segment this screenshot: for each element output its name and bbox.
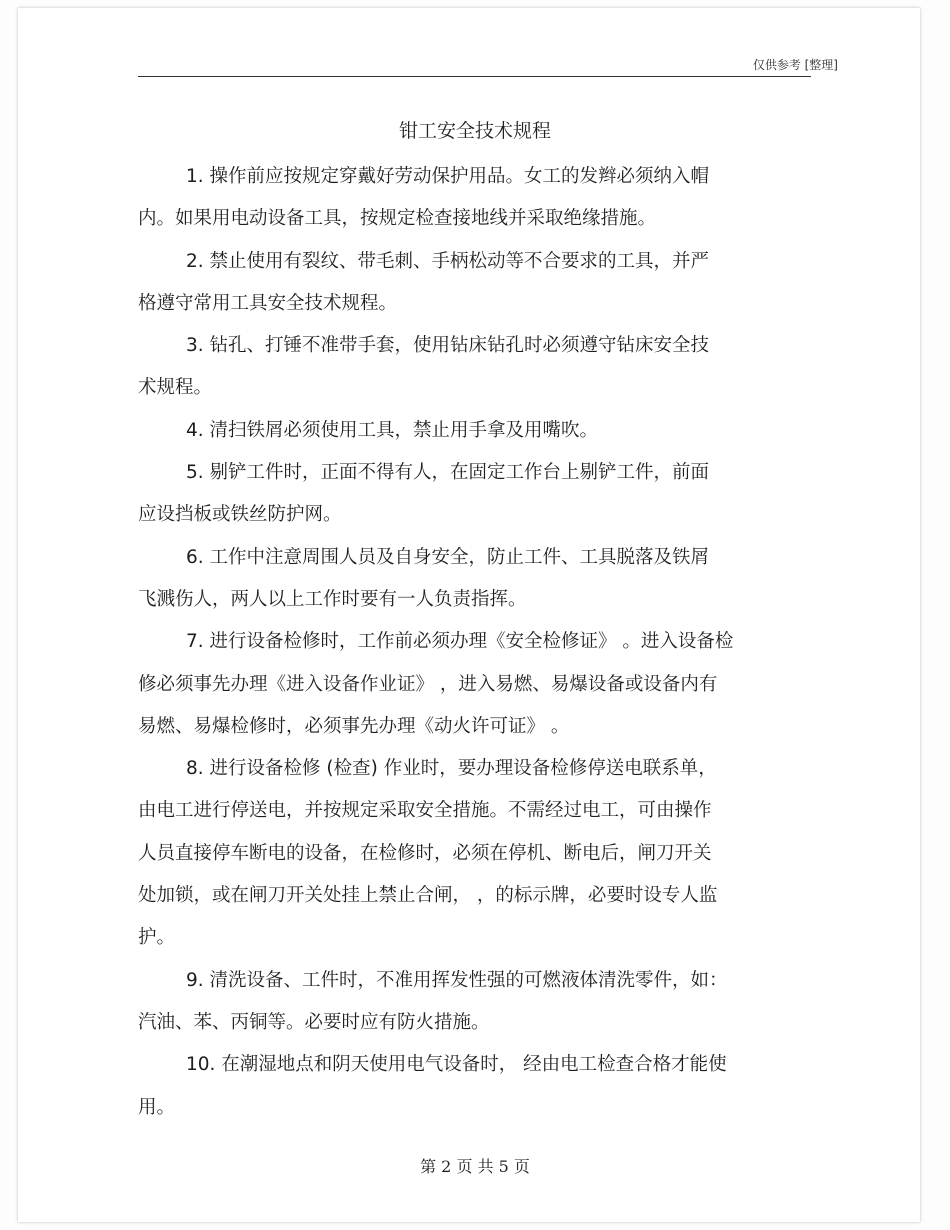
paragraph-first-line: 5. 剔铲工件时，正面不得有人，在固定工作台上剔铲工件，前面 bbox=[186, 462, 710, 484]
paragraph-line: 飞溅伤人，两人以上工作时要有一人负责指挥。 bbox=[138, 588, 527, 610]
paragraph-first-line: 10. 在潮湿地点和阴天使用电气设备时， 经由电工检查合格才能使 bbox=[186, 1054, 727, 1076]
paragraph-first-line: 2. 禁止使用有裂纹、带毛刺、手柄松动等不合要求的工具，并严 bbox=[186, 250, 710, 272]
paragraph-first-line: 3. 钻孔、打锤不准带手套，使用钻床钻孔时必须遵守钻床安全技 bbox=[186, 335, 710, 357]
paragraph-first-line: 4. 清扫铁屑必须使用工具，禁止用手拿及用嘴吹。 bbox=[186, 419, 599, 441]
paragraph-line: 应设挡板或铁丝防护网。 bbox=[138, 504, 342, 526]
paragraph-first-line: 8. 进行设备检修 (检查) 作业时，要办理设备检修停送电联系单， bbox=[186, 758, 717, 780]
paragraph-first-line: 6. 工作中注意周围人员及自身安全，防止工件、工具脱落及铁屑 bbox=[186, 546, 710, 568]
paragraph-line: 由电工进行停送电，并按规定采取安全措施。不需经过电工，可由操作 bbox=[138, 800, 712, 822]
paragraph-line: 术规程。 bbox=[138, 377, 213, 399]
header-note: 仅供参考 [整理] bbox=[752, 58, 838, 72]
paragraph-line: 护。 bbox=[138, 927, 176, 949]
header-divider bbox=[138, 76, 811, 77]
document-body bbox=[138, 156, 808, 1129]
paragraph-first-line: 9. 清洗设备、工件时，不准用挥发性强的可燃液体清洗零件，如： bbox=[186, 969, 728, 991]
paragraph-line: 处加锁，或在闸刀开关处挂上禁止合闸， ，的标示牌，必要时设专人监 bbox=[138, 885, 718, 907]
paragraph-first-line: 7. 进行设备检修时，工作前必须办理《安全检修证》 。进入设备检 bbox=[186, 631, 734, 653]
paragraph-line: 汽油、苯、丙铜等。必要时应有防火措施。 bbox=[138, 1011, 490, 1033]
page-number-footer: 第 2 页 共 5 页 bbox=[420, 1157, 530, 1176]
paragraph-line: 用。 bbox=[138, 1096, 176, 1118]
paragraph-line: 人员直接停车断电的设备，在检修时，必须在停机、断电后，闸刀开关 bbox=[138, 842, 712, 864]
paragraph-first-line: 1. 操作前应按规定穿戴好劳动保护用品。女工的发辫必须纳入帽 bbox=[186, 166, 710, 187]
document-title: 钳工安全技术规程 bbox=[398, 120, 551, 142]
paragraph-line: 格遵守常用工具安全技术规程。 bbox=[138, 292, 398, 314]
paragraph-line: 修必须事先办理《进入设备作业证》 ，进入易燃、易爆设备或设备内有 bbox=[138, 673, 718, 695]
paragraph-line: 易燃、易爆检修时，必须事先办理《动火许可证》 。 bbox=[138, 715, 570, 737]
paragraph-line: 内。如果用电动设备工具，按规定检查接地线并采取绝缘措施。 bbox=[138, 208, 657, 230]
